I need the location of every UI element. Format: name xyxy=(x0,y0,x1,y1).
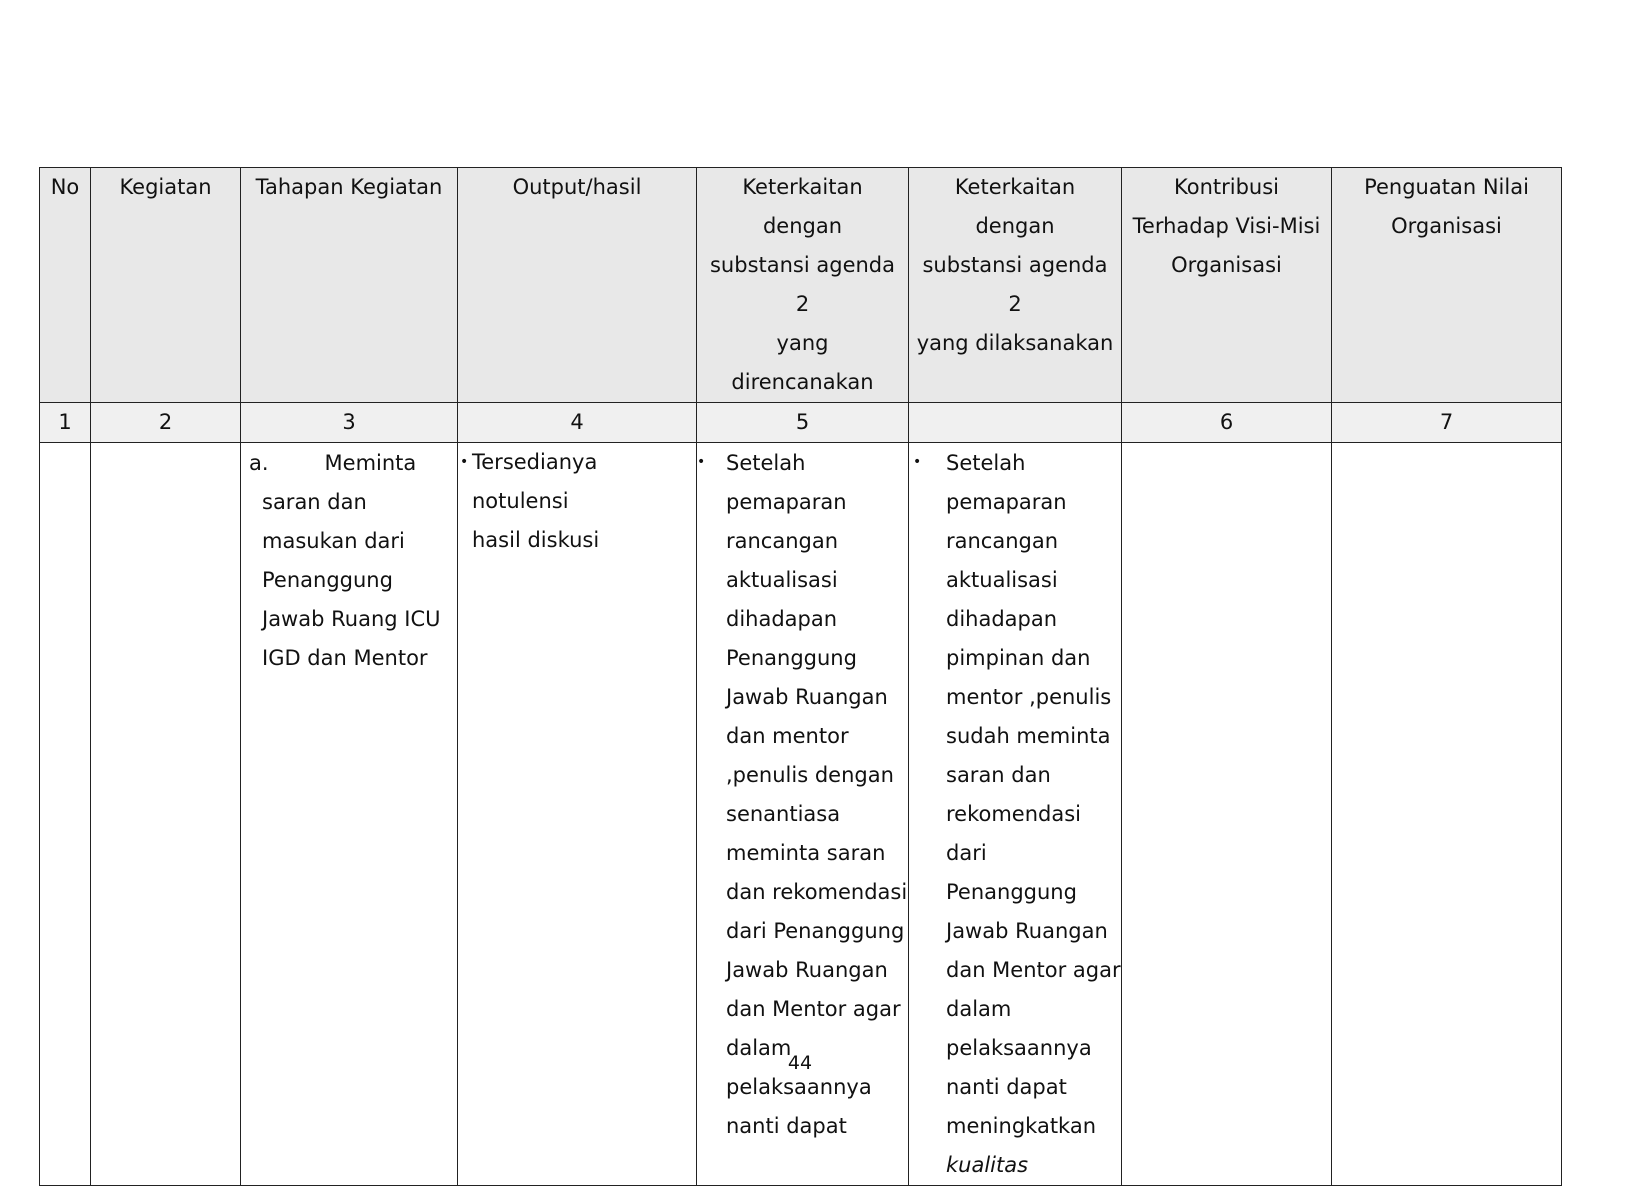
text-line: Penanggung xyxy=(726,646,857,670)
text-line: dan Mentor agar xyxy=(726,997,901,1021)
text-line: dan Mentor agar xyxy=(946,958,1121,982)
text-line: pimpinan dan xyxy=(946,646,1091,670)
header-line: Organisasi xyxy=(1171,253,1282,277)
direncanakan-list-item xyxy=(697,443,908,1146)
text-line: aktualisasi xyxy=(726,568,838,592)
cell-kontribusi xyxy=(1122,443,1332,1186)
text-line: Jawab Ruang ICU xyxy=(262,607,441,631)
text-line: pemaparan xyxy=(946,490,1067,514)
text-line: Setelah xyxy=(946,451,1026,475)
column-number: 6 xyxy=(1122,403,1332,443)
text-line: hasil diskusi xyxy=(472,528,600,552)
header-line: Penguatan Nilai xyxy=(1364,175,1529,199)
text-line: saran dan xyxy=(946,763,1051,787)
column-number: 4 xyxy=(458,403,697,443)
header-no: No xyxy=(40,168,91,403)
cell-penguatan-nilai xyxy=(1332,443,1562,1186)
page-number: 44 xyxy=(787,1052,813,1074)
text-line: dihadapan xyxy=(946,607,1058,631)
text-line: dalam xyxy=(946,997,1012,1021)
text-line: senantiasa xyxy=(726,802,841,826)
text-line: Penanggung xyxy=(946,880,1077,904)
table-row xyxy=(40,443,1562,1186)
text-line: meningkatkan xyxy=(946,1114,1097,1138)
bullet-icon: • xyxy=(460,454,469,470)
text-line: ,penulis dengan xyxy=(726,763,894,787)
tahapan-list-item xyxy=(249,444,451,483)
header-line: yang direncanakan xyxy=(731,331,874,394)
text-line: Jawab Ruangan xyxy=(726,685,888,709)
text-line: Jawab Ruangan xyxy=(946,919,1108,943)
cell-output-hasil xyxy=(458,443,697,1186)
text-line: dalam xyxy=(726,1036,792,1060)
column-number: 3 xyxy=(241,403,458,443)
header-kegiatan: Kegiatan xyxy=(91,168,241,403)
header-line: Organisasi xyxy=(1391,214,1502,238)
text-line: Tersedianya notulensi xyxy=(472,450,598,513)
text-line: dan rekomendasi xyxy=(726,880,908,904)
text-line: sudah meminta xyxy=(946,724,1111,748)
list-marker: a. xyxy=(249,451,269,475)
header-line: Keterkaitan dengan xyxy=(954,175,1076,238)
text-line: dari Penanggung xyxy=(726,919,905,943)
text-line: nanti dapat xyxy=(946,1075,1067,1099)
table-header-row xyxy=(40,168,1562,403)
header-tahapan-kegiatan: Tahapan Kegiatan xyxy=(241,168,458,403)
cell-tahapan-kegiatan xyxy=(241,443,458,1186)
header-keterkaitan-dilaksanakan xyxy=(909,168,1122,403)
text-line: pelaksaannya xyxy=(726,1075,872,1099)
text-line: Jawab Ruangan xyxy=(726,958,888,982)
text-line: meminta saran xyxy=(726,841,886,865)
text-line: mentor ,penulis xyxy=(946,685,1112,709)
header-line: substansi agenda 2 xyxy=(709,253,895,316)
text-line: IGD dan Mentor xyxy=(262,646,428,670)
text-line: Penanggung xyxy=(262,568,393,592)
text-line: nanti dapat xyxy=(726,1114,847,1138)
header-kontribusi-visi-misi xyxy=(1122,168,1332,403)
header-line: Terhadap Visi-Misi xyxy=(1132,214,1321,238)
list-text: Meminta xyxy=(324,451,417,475)
header-line: yang dilaksanakan xyxy=(916,331,1114,355)
activity-table xyxy=(39,167,1562,1186)
cell-kegiatan xyxy=(91,443,241,1186)
column-number: 7 xyxy=(1332,403,1562,443)
text-line: masukan dari xyxy=(262,529,405,553)
text-line: pemaparan xyxy=(726,490,847,514)
cell-no xyxy=(40,443,91,1186)
column-number: 2 xyxy=(91,403,241,443)
text-line: dihadapan xyxy=(726,607,838,631)
bullet-icon: • xyxy=(913,454,922,470)
text-line: dan mentor xyxy=(726,724,849,748)
cell-keterkaitan-dilaksanakan xyxy=(909,443,1122,1186)
output-list-item xyxy=(458,443,696,560)
column-number-row xyxy=(40,403,1562,443)
text-line: rancangan xyxy=(946,529,1059,553)
header-keterkaitan-direncanakan xyxy=(697,168,909,403)
text-line: pelaksaannya xyxy=(946,1036,1092,1060)
text-line: saran dan xyxy=(262,490,367,514)
header-penguatan-nilai xyxy=(1332,168,1562,403)
cell-keterkaitan-direncanakan xyxy=(697,443,909,1186)
text-line: rancangan xyxy=(726,529,839,553)
text-line: rekomendasi dari xyxy=(946,802,1082,865)
text-line: Setelah xyxy=(726,451,806,475)
header-line: Kontribusi xyxy=(1174,175,1279,199)
text-line-italic: kualitas xyxy=(946,1153,1029,1177)
text-line: aktualisasi xyxy=(946,568,1058,592)
column-number: 1 xyxy=(40,403,91,443)
header-line: substansi agenda 2 xyxy=(922,253,1108,316)
bullet-icon: • xyxy=(697,454,706,470)
column-number: 5 xyxy=(697,403,909,443)
column-number xyxy=(909,403,1122,443)
header-output-hasil: Output/hasil xyxy=(458,168,697,403)
header-line: Keterkaitan dengan xyxy=(742,175,863,238)
